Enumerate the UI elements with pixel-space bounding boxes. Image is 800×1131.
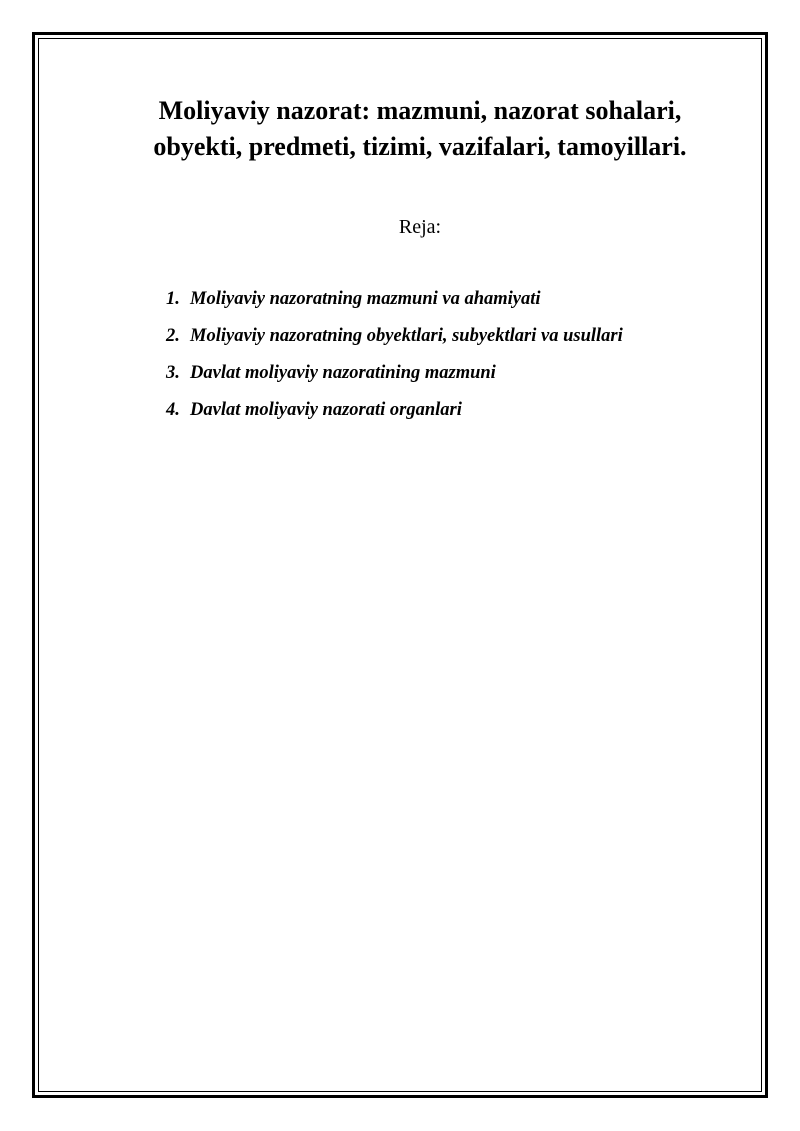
plan-item-number: 1. [166, 289, 180, 309]
plan-item-text: Moliyaviy nazoratning obyektlari, subyektlari va usullari [190, 326, 623, 346]
document-title-line-2: obyekti, predmeti, tizimi, vazifalari, tamoyillari. [153, 132, 687, 161]
document-title-line-1: Moliyaviy nazorat: mazmuni, nazorat sohalari, [158, 96, 682, 125]
plan-item-text: Davlat moliyaviy nazoratining mazmuni [190, 363, 496, 383]
plan-item-number: 2. [166, 326, 180, 346]
plan-item-3 [166, 360, 623, 386]
plan-item-number: 4. [166, 400, 180, 420]
plan-item-text: Davlat moliyaviy nazorati organlari [190, 400, 462, 420]
plan-item-1 [166, 286, 623, 312]
document-title [60, 93, 780, 165]
plan-heading: Reja: [398, 216, 442, 238]
plan-list [166, 286, 623, 434]
plan-item-number: 3. [166, 363, 180, 383]
plan-item-4 [166, 397, 623, 423]
page-border-inner [38, 38, 762, 1092]
plan-item-text: Moliyaviy nazoratning mazmuni va ahamiyati [190, 289, 541, 309]
plan-item-2 [166, 323, 623, 349]
